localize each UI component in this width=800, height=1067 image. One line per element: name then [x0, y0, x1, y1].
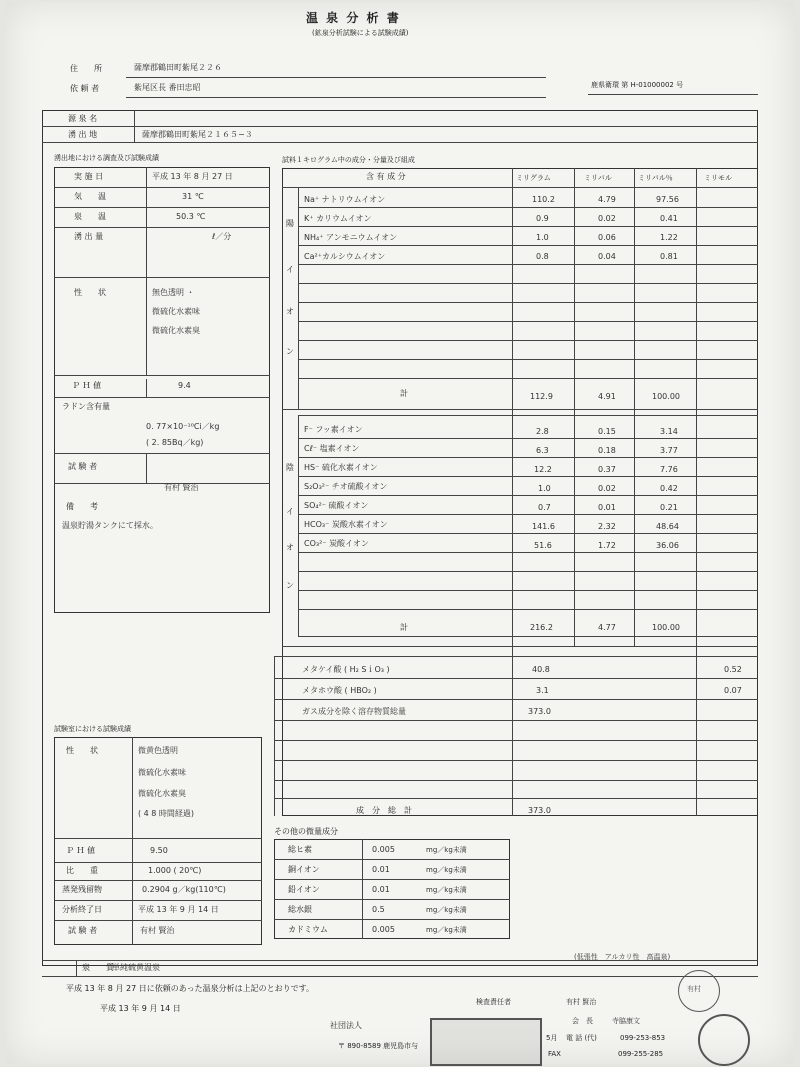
lab-test-title: 試験室における試験成績 [54, 725, 131, 733]
anion-row-4-name: S₂O₃²⁻ チオ硫酸イオン [304, 482, 388, 491]
trace-row-4-value: 0.5 [372, 905, 385, 914]
field-property-line-3: 微硫化水素臭 [152, 326, 200, 335]
cation-row-3-name: NH₄⁺ アンモニウムイオン [304, 233, 398, 242]
anion-row-3-pct: 7.76 [660, 465, 678, 474]
nonion-row-3-name: ガス成分を除く溶存物質総量 [302, 707, 406, 716]
field-date-label: 実 施 日 [74, 172, 104, 181]
grand-total-value: 373.0 [528, 806, 551, 815]
cation-row-3-mval: 0.06 [598, 233, 616, 242]
anion-side-1: 陰 [286, 463, 294, 472]
flow-label: 湧 出 量 [74, 232, 104, 241]
cation-row-2-mg: 0.9 [536, 214, 549, 223]
cation-row-1-mval: 4.79 [598, 195, 616, 204]
nonion-row-1-name: メタケイ酸 ( H₂ SｉO₃ ) [302, 665, 390, 674]
anion-row-4-mg: 1.0 [538, 484, 551, 493]
col-header-mg: ミリグラム [516, 174, 551, 182]
trace-row-2-value: 0.01 [372, 865, 390, 874]
field-property-label: 性 状 [74, 288, 106, 297]
lab-tester-value: 有村 賢治 [140, 926, 175, 935]
field-ph-label: Ｐ Ｈ 値 [72, 381, 102, 390]
trace-row-5-name: カドミウム [288, 925, 328, 934]
footer-statement: 平成 13 年 8 月 27 日に依頼のあった温泉分析は上記のとおりです。 [66, 984, 314, 993]
cation-row-3-pct: 1.22 [660, 233, 678, 242]
spring-temp-value: 50.3 ℃ [176, 212, 206, 221]
location-value: 薩摩郡鶴田町紫尾２１６５−３ [142, 130, 253, 139]
anion-row-5-mg: 0.7 [538, 503, 551, 512]
cation-row-4-mg: 0.8 [536, 252, 549, 261]
anion-row-1-mval: 0.15 [598, 427, 616, 436]
spring-name-label: 源 泉 名 [68, 114, 98, 123]
trace-row-1-name: 総ヒ素 [288, 845, 312, 854]
anion-row-3-mg: 12.2 [534, 465, 552, 474]
fax-value: 099-255-285 [618, 1050, 664, 1058]
cation-total-mval: 4.91 [598, 392, 616, 401]
document-title: 温 泉 分 析 書 [306, 11, 401, 25]
anion-row-2-mg: 6.3 [536, 446, 549, 455]
classification-note: (低張性 アルカリ性 高温泉) [574, 953, 671, 961]
analysis-sheet [6, 2, 794, 1064]
field-test-title: 湧出地における調査及び試験成績 [54, 154, 159, 162]
trace-row-5-unit: mg／kg未満 [426, 926, 467, 934]
classification-label: 泉 質 [82, 963, 114, 972]
trace-row-5-value: 0.005 [372, 925, 395, 934]
field-tester-label: 試 験 者 [68, 462, 98, 471]
anion-row-2-mval: 0.18 [598, 446, 616, 455]
inspector-label: 検査責任者 [476, 998, 511, 1006]
trace-title: その他の微量成分 [274, 827, 338, 836]
col-header-component: 含 有 成 分 [366, 172, 406, 181]
field-property-line-1: 無色透明 ・ [152, 288, 195, 297]
cation-row-4-name: Ca²⁺カルシウムイオン [304, 252, 386, 261]
cation-total-label: 計 [400, 389, 408, 398]
analysis-title: 試料１キログラム中の成分・分量及び組成 [282, 156, 415, 164]
cation-side-4: ン [286, 347, 294, 356]
lab-property-line-1: 微黄色透明 [138, 746, 178, 755]
tel-label: 電 話 (代) [566, 1034, 597, 1042]
cation-row-4-pct: 0.81 [660, 252, 678, 261]
inspector-seal-stamp [678, 970, 720, 1012]
trace-row-1-unit: mg／kg未満 [426, 846, 467, 854]
anion-row-1-pct: 3.14 [660, 427, 678, 436]
anion-row-7-mval: 1.72 [598, 541, 616, 550]
anion-total-label: 計 [400, 623, 408, 632]
col-divider-mg [512, 168, 513, 816]
radon-value: 0. 77×10⁻¹⁰Ci／kg [146, 422, 220, 431]
trace-row-4-name: 総水銀 [288, 905, 312, 914]
org-seal-stamp [430, 1018, 542, 1066]
remarks-label: 備 考 [66, 502, 98, 511]
president-label: 会 長 [572, 1017, 593, 1025]
flow-value: ℓ／分 [212, 232, 232, 241]
anion-row-6-mg: 141.6 [532, 522, 555, 531]
cation-row-3-mg: 1.0 [536, 233, 549, 242]
org-round-stamp [698, 1014, 750, 1066]
postal-address: 〒 890-8589 鹿児島市与 [338, 1042, 419, 1050]
anion-row-2-name: Cℓ⁻ 塩素イオン [304, 444, 360, 453]
cation-row-1-pct: 97.56 [656, 195, 679, 204]
anion-row-7-mg: 51.6 [534, 541, 552, 550]
inspector-seal-text: 有村 [687, 985, 701, 993]
field-ph-value: 9.4 [178, 381, 191, 390]
tel-value: 099-253-853 [620, 1034, 666, 1042]
classification-value: 単純硫黄温泉 [112, 963, 160, 972]
anion-row-2-pct: 3.77 [660, 446, 678, 455]
requester-value: 紫尾区長 番田忠昭 [134, 83, 201, 92]
cation-row-4-mval: 0.04 [598, 252, 616, 261]
col-header-mval: ミリバル [584, 174, 612, 182]
anion-total-mg: 216.2 [530, 623, 553, 632]
inspector-name: 有村 賢治 [566, 998, 597, 1006]
president-name: 寺脇康文 [612, 1017, 640, 1025]
nonion-row-2-mmol: 0.07 [724, 686, 742, 695]
radon-label: ラドン含有量 [62, 402, 110, 411]
anion-row-6-pct: 48.64 [656, 522, 679, 531]
anion-side-3: オ [286, 543, 294, 552]
lab-ph-label: Ｐ Ｈ 値 [66, 846, 96, 855]
trace-row-2-name: 銅イオン [288, 865, 320, 874]
anion-row-5-name: SO₄²⁻ 硫酸イオン [304, 501, 369, 510]
lab-sg-label: 比 重 [66, 866, 98, 875]
cation-side-3: オ [286, 307, 294, 316]
anion-row-3-name: HS⁻ 硫化水素イオン [304, 463, 378, 472]
nonion-row-1-mg: 40.8 [532, 665, 550, 674]
col-header-mmol: ミリモル [704, 174, 732, 182]
lab-property-line-2: 微硫化水素味 [138, 768, 186, 777]
cation-side-2: イ [286, 265, 294, 274]
cation-row-1-name: Na⁺ ナトリウムイオン [304, 195, 386, 204]
trace-row-2-unit: mg／kg未満 [426, 866, 467, 874]
nonion-row-2-name: メタホウ酸 ( HBO₂ ) [302, 686, 377, 695]
cation-total-mg: 112.9 [530, 392, 553, 401]
spring-temp-label: 泉 温 [74, 212, 106, 221]
cation-row-2-mval: 0.02 [598, 214, 616, 223]
fax-label: FAX [548, 1050, 561, 1058]
anion-row-7-pct: 36.06 [656, 541, 679, 550]
lab-sg-value: 1.000 ( 20℃) [148, 866, 202, 875]
address-label: 住 所 [70, 64, 102, 73]
radon-sub: ( 2. 85Bq／kg) [146, 438, 204, 447]
location-label: 湧 出 地 [68, 130, 98, 139]
trace-row-4-unit: mg／kg未満 [426, 906, 467, 914]
col-header-mval-pct: ミリバル％ [638, 174, 673, 182]
remarks-value: 温泉貯湯タンクにて採水。 [62, 521, 158, 530]
cation-side-1: 陽 [286, 219, 294, 228]
lab-end-date-label: 分析終了日 [62, 905, 102, 914]
tel-prefix: 5月 [546, 1034, 558, 1042]
anion-row-1-name: F⁻ フッ素イオン [304, 425, 363, 434]
anion-total-mval: 4.77 [598, 623, 616, 632]
grand-total-label: 成 分 総 計 [356, 806, 412, 815]
trace-row-3-unit: mg／kg未満 [426, 886, 467, 894]
anion-side-2: イ [286, 507, 294, 516]
anion-row-1-mg: 2.8 [536, 427, 549, 436]
anion-row-5-mval: 0.01 [598, 503, 616, 512]
document-subtitle: (鉱泉分析試験による試験成績) [312, 29, 409, 37]
field-tester-value: 有村 賢治 [164, 483, 199, 492]
anion-row-7-name: CO₃²⁻ 炭酸イオン [304, 539, 369, 548]
report-number: 鹿県衛環 第 H-01000002 号 [591, 81, 684, 89]
lab-residue-label: 蒸発残留物 [62, 885, 102, 894]
nonion-row-2-mg: 3.1 [536, 686, 549, 695]
anion-row-6-mval: 2.32 [598, 522, 616, 531]
field-date-value: 平成 13 年 8 月 27 日 [152, 172, 233, 181]
cation-row-2-pct: 0.41 [660, 214, 678, 223]
lab-end-date-value: 平成 13 年 9 月 14 日 [138, 905, 219, 914]
anion-row-3-mval: 0.37 [598, 465, 616, 474]
trace-row-3-name: 鉛イオン [288, 885, 320, 894]
anion-row-5-pct: 0.21 [660, 503, 678, 512]
trace-row-3-value: 0.01 [372, 885, 390, 894]
lab-property-label: 性 状 [66, 746, 98, 755]
analysis-table [282, 168, 758, 816]
nonion-row-1-mmol: 0.52 [724, 665, 742, 674]
anion-row-6-name: HCO₃⁻ 炭酸水素イオン [304, 520, 388, 529]
cation-total-pct: 100.00 [652, 392, 680, 401]
anion-total-pct: 100.00 [652, 623, 680, 632]
cation-row-1-mg: 110.2 [532, 195, 555, 204]
lab-property-line-3: 微硫化水素臭 [138, 789, 186, 798]
lab-property-line-4: ( 4 8 時間経過) [138, 809, 195, 818]
field-property-line-2: 微硫化水素味 [152, 307, 200, 316]
anion-side-4: ン [286, 581, 294, 590]
address-value: 薩摩郡鶴田町紫尾２２６ [134, 63, 222, 72]
nonion-row-3-mg: 373.0 [528, 707, 551, 716]
anion-row-4-mval: 0.02 [598, 484, 616, 493]
lab-residue-value: 0.2904 g／kg(110℃) [142, 885, 226, 894]
org-prefix: 社団法人 [330, 1021, 362, 1030]
lab-ph-value: 9.50 [150, 846, 168, 855]
air-temp-value: 31 ℃ [182, 192, 204, 201]
cation-row-2-name: K⁺ カリウムイオン [304, 214, 372, 223]
anion-row-4-pct: 0.42 [660, 484, 678, 493]
requester-label: 依 頼 者 [70, 84, 100, 93]
trace-row-1-value: 0.005 [372, 845, 395, 854]
air-temp-label: 気 温 [74, 192, 106, 201]
footer-date: 平成 13 年 9 月 14 日 [100, 1004, 181, 1013]
lab-tester-label: 試 験 者 [68, 926, 98, 935]
